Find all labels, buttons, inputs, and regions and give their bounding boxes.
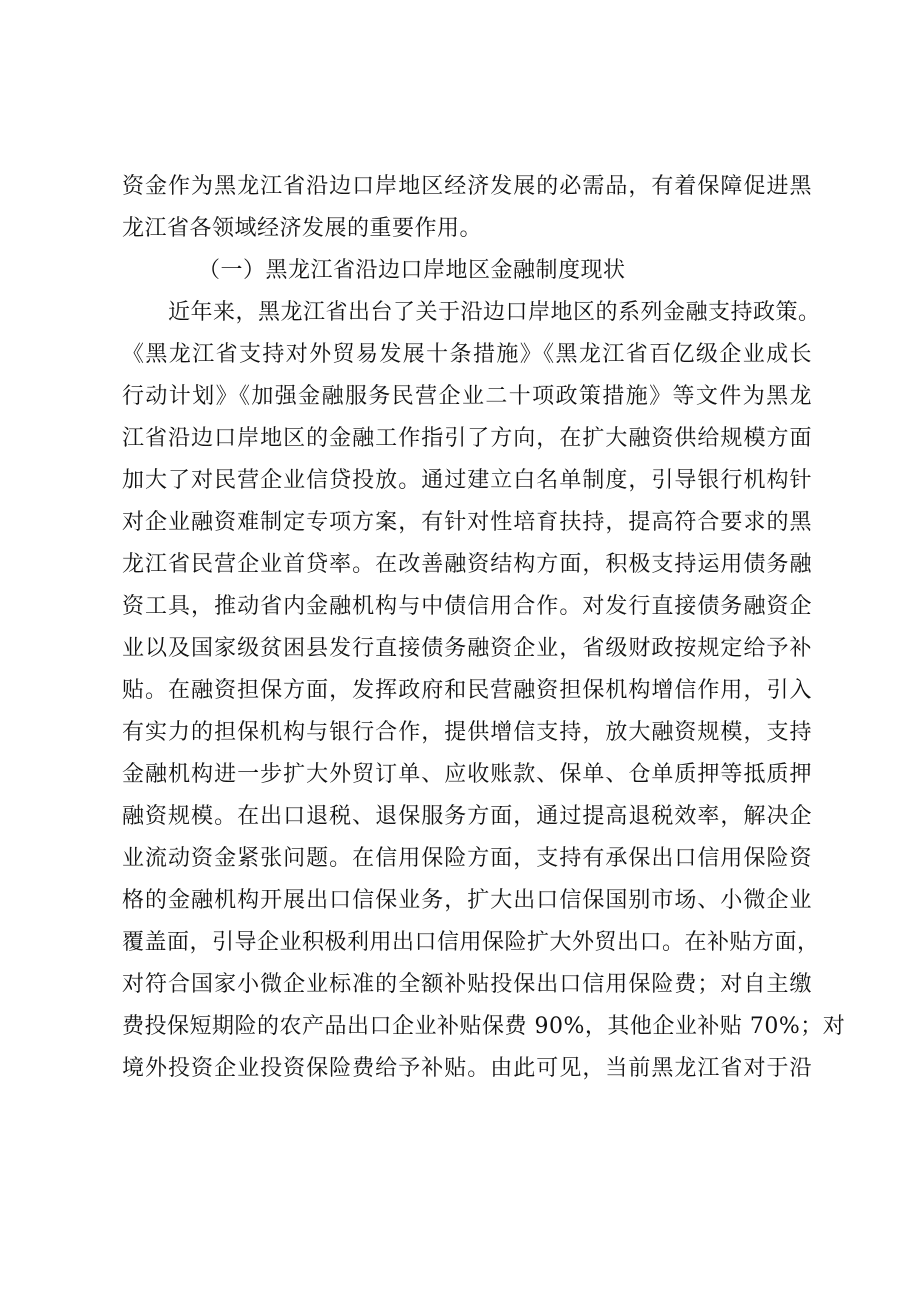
paragraph-2-line-1: 近年来，黑龙江省出台了关于沿边口岸地区的系列金融支持政策。 xyxy=(168,300,821,325)
paragraph-2-line-3: 行动计划》《加强金融服务民营企业二十项政策措施》等文件为黑龙 xyxy=(122,384,812,409)
paragraph-2-line-12: 金融机构进一步扩大外贸订单、应收账款、保单、仓单质押等抵质押 xyxy=(122,762,812,787)
paragraph-2-line-4: 江省沿边口岸地区的金融工作指引了方向，在扩大融资供给规模方面 xyxy=(122,426,812,451)
paragraph-2-line-18: 费投保短期险的农产品出口企业补贴保费 90%，其他企业补贴 70%；对 xyxy=(122,1014,846,1039)
paragraph-2-line-13: 融资规模。在出口退税、退保服务方面，通过提高退税效率，解决企 xyxy=(122,804,812,829)
paragraph-2-line-11: 有实力的担保机构与银行合作，提供增信支持，放大融资规模，支持 xyxy=(122,720,812,745)
paragraph-2-line-15: 格的金融机构开展出口信保业务，扩大出口信保国别市场、小微企业 xyxy=(122,888,812,913)
paragraph-2-line-17: 对符合国家小微企业标准的全额补贴投保出口信用保险费；对自主缴 xyxy=(122,972,812,997)
paragraph-1-line-2: 龙江省各领域经济发展的重要作用。 xyxy=(122,216,483,241)
paragraph-2-line-14: 业流动资金紧张问题。在信用保险方面，支持有承保出口信用保险资 xyxy=(122,846,812,871)
section-heading: （一）黑龙江省沿边口岸地区金融制度现状 xyxy=(198,258,626,283)
paragraph-2-line-16: 覆盖面，引导企业积极利用出口信用保险扩大外贸出口。在补贴方面， xyxy=(122,930,820,955)
paragraph-2-line-7: 龙江省民营企业首贷率。在改善融资结构方面，积极支持运用债务融 xyxy=(122,552,812,577)
paragraph-2-line-5: 加大了对民营企业信贷投放。通过建立白名单制度，引导银行机构针 xyxy=(122,468,812,493)
paragraph-2-line-19: 境外投资企业投资保险费给予补贴。由此可见，当前黑龙江省对于沿 xyxy=(122,1056,812,1081)
paragraph-2-line-10: 贴。在融资担保方面，发挥政府和民营融资担保机构增信作用，引入 xyxy=(122,678,812,703)
paragraph-2-line-9: 业以及国家级贫困县发行直接债务融资企业，省级财政按规定给予补 xyxy=(122,636,812,661)
paragraph-1-line-1: 资金作为黑龙江省沿边口岸地区经济发展的必需品，有着保障促进黑 xyxy=(122,174,812,199)
paragraph-2-line-6: 对企业融资难制定专项方案，有针对性培育扶持，提高符合要求的黑 xyxy=(122,510,812,535)
paragraph-2-line-2: 《黑龙江省支持对外贸易发展十条措施》《黑龙江省百亿级企业成长 xyxy=(122,342,812,367)
paragraph-2-line-8: 资工具，推动省内金融机构与中债信用合作。对发行直接债务融资企 xyxy=(122,594,812,619)
